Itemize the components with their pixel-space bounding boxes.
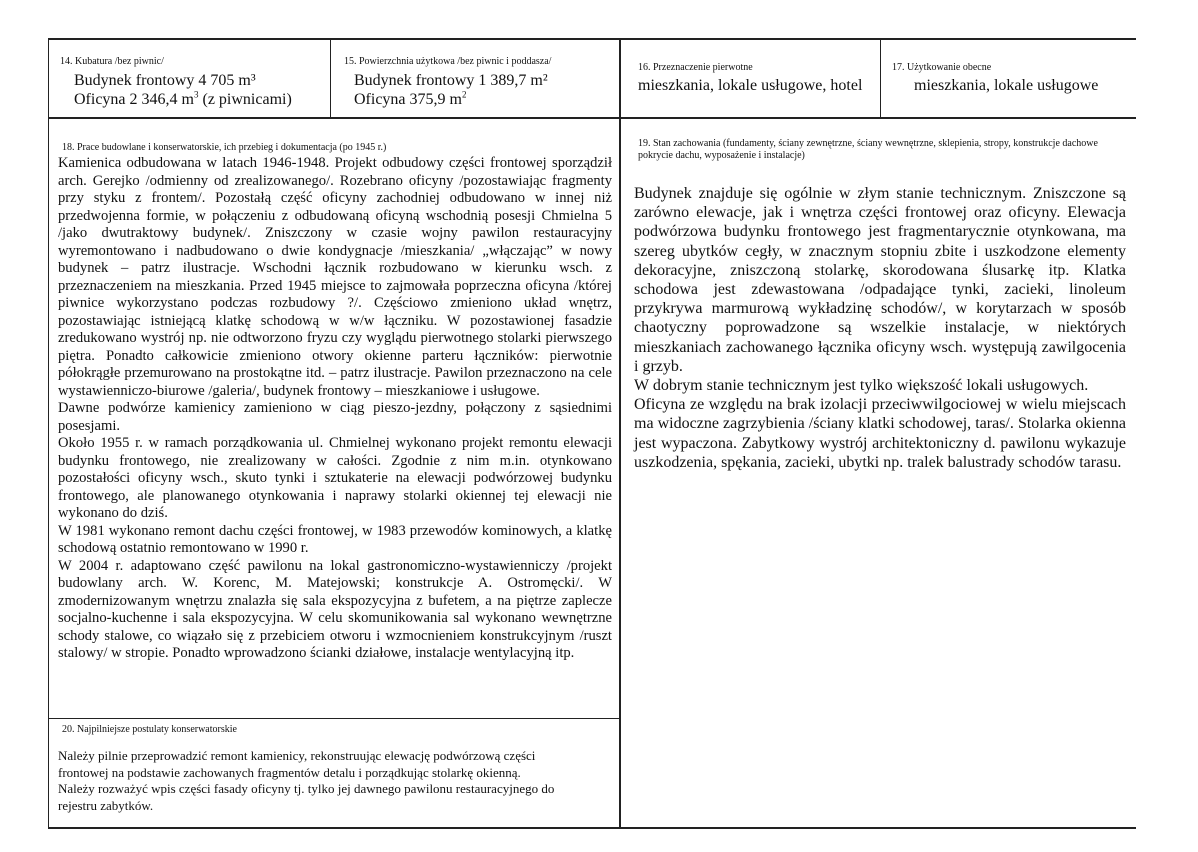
field-14-line2-text: Oficyna 2 346,4 m bbox=[74, 91, 194, 108]
field-14-line2 bbox=[60, 90, 322, 109]
field20-top-line bbox=[48, 718, 620, 719]
frame-bottom-line bbox=[48, 827, 1136, 829]
field-17-value: mieszkania, lokale usługowe bbox=[914, 77, 1099, 94]
field-18-paragraph: W 1981 wykonano remont dachu części frontowej, w 1983 przewodów kominowych, a klatkę schodową ostatnio remontowano w 1990 r. bbox=[58, 522, 612, 556]
field-15-powierzchnia bbox=[344, 56, 616, 109]
field-19-paragraph: Oficyna ze względu na brak izolacji przeciwwilgociowej w wielu miejscach ma widoczne zagrzybienia /ściany klatki schodowej, taras/. Stolarka okienna jest wypaczona. Zabytkowy wystrój architektoniczny d. pawilonu wykazuje uszkodzenia, spękania, zacieki, ubytki np. tralek balustrady schodów tarasu. bbox=[634, 396, 1126, 471]
field-17-uzytkowanie bbox=[892, 62, 1132, 95]
frame-left-line bbox=[48, 38, 49, 828]
field-18-paragraph: Dawne podwórze kamienicy zamieniono w ciąg pieszo-jezdny, połączony z sąsiednimi posesjami. bbox=[58, 400, 612, 434]
field-17-label: 17. Użytkowanie obecne bbox=[892, 62, 992, 73]
field-14-line2-sup: 3 bbox=[193, 89, 199, 100]
field-19-paragraph: W dobrym stanie technicznym jest tylko większość lokali usługowych. bbox=[634, 377, 1089, 395]
field-18-paragraph: Około 1955 r. w ramach porządkowania ul. Chmielnej wykonano projekt remontu elewacji budynku frontowego, nie zrealizowany w całości. Zgodnie z nim m.in. otynkowano pozostałości oficyny wsch., skuto tynki i sztukaterie na elewacji podwórzowej budynku frontowego, ale planowanego otynkowania i naprawy stolarki okiennej tej elewacji nie wykonano do dziś. bbox=[58, 435, 612, 521]
field-14-kubatura bbox=[60, 56, 322, 109]
field-14-line1: Budynek frontowy 4 705 m³ bbox=[74, 72, 256, 89]
field-18-paragraph: W 2004 r. adaptowano część pawilonu na lokal gastronomiczno-wystawienniczy /projekt budowlany arch. W. Korenc, M. Matejowski; konstrukcje A. Ostromęcki/. W zmodernizowanym wnętrzu znalazła się sala ekspozycyjna z bufetem, a na piętrze zaplecze socjalno-kuchenne i sala ekspozycyjna. W celu skomunikowania sal wykonano wewnętrzne schody stalowe, co wiązało się z przebiciem otworu i wzmocnieniem konstrukcyjnym /ruszt stalowy/ w stropie. Ponadto wprowadzono ścianki działowe, instalacje wentylacyjną itp. bbox=[58, 557, 612, 661]
field-15-label: 15. Powierzchnia użytkowa /bez piwnic i poddasza/ bbox=[344, 56, 552, 67]
field-15-line1: Budynek frontowy 1 389,7 m² bbox=[354, 72, 548, 89]
field-14-line2-suffix: (z piwnicami) bbox=[198, 91, 292, 108]
field-16-przeznaczenie bbox=[638, 62, 876, 95]
field-20-body bbox=[58, 748, 578, 814]
field-18-label: 18. Prace budowlane i konserwatorskie, ich przebieg i dokumentacja (po 1945 r.) bbox=[62, 142, 387, 153]
field-20-postulaty bbox=[58, 724, 578, 814]
field-15-line2-sup: 2 bbox=[461, 89, 467, 100]
frame-top-line bbox=[48, 38, 1136, 40]
field-20-paragraph: Należy rozważyć wpis części fasady oficyny tj. tylko jej dawnego pawilonu restauracyjnego do rejestru zabytków. bbox=[58, 781, 555, 813]
field-16-label: 16. Przeznaczenie pierwotne bbox=[638, 62, 753, 73]
center-divider bbox=[619, 38, 621, 828]
field-20-paragraph: Należy pilnie przeprowadzić remont kamienicy, rekonstruując elewację podwórzową części frontowej na podstawie zachowanych fragmentów detalu i porządkując stolarkę okienną. bbox=[58, 748, 536, 780]
row1-bottom-line bbox=[48, 117, 1136, 119]
field-14-label: 14. Kubatura /bez piwnic/ bbox=[60, 56, 164, 67]
field-19-body bbox=[634, 184, 1126, 472]
field-16-value: mieszkania, lokale usługowe, hotel bbox=[638, 77, 863, 94]
field-19-label: 19. Stan zachowania (fundamenty, ściany zewnętrzne, ściany wewnętrzne, sklepienia, stropy, konstrukcje dachowe pokrycie dachu, wyposażenie i instalacje) bbox=[638, 138, 1098, 161]
divider-14-15 bbox=[330, 38, 331, 118]
field-19-stan bbox=[634, 138, 1126, 472]
field-15-line2-text: Oficyna 375,9 m bbox=[354, 91, 462, 108]
field-19-paragraph: Budynek znajduje się ogólnie w złym stanie technicznym. Zniszczone są zarówno elewacje, jak i wnętrza części frontowej oraz oficyny. Elewacja podwórzowa budynku frontowego jest fragmentarycznie otynkowana, ma szereg ubytków cegły, w znacznym stopniu zbite i uszkodzone elementy dekoracyjne, zniszczoną stolarkę, skorodowana ślusarkę itp. Klatka schodowa jest zdewastowana /odpadające tynki, zacieki, linoleum przykrywa marmurową wykładzinę schodów/, w korytarzach w sposób chaotyczny poprowadzone są wszelkie instalacje, w niektórych mieszkaniach zachowanego łącznika oficyny wsch. występują zawilgocenia i grzyb. bbox=[634, 185, 1126, 375]
field-18-prace bbox=[58, 142, 612, 663]
field-15-line2 bbox=[344, 90, 616, 109]
divider-16-17 bbox=[880, 38, 881, 118]
field-18-paragraph: Kamienica odbudowana w latach 1946-1948. Projekt odbudowy części frontowej sporządził arch. Gerejko /odmienny od zrealizowanego/. Rozebrano oficyny /pozostawiając fragmenty przy styku z frontem/. Pozostałą część oficyny zachodniej odbudowano w innej niż przedwojenna formie, w połączeniu z odbudowaną oficyną wschodnią posesji Chmielna 5 /jako dwutraktowy budynek/. Zniszczony w czasie wojny pawilon restauracyjny wyremontowano i nadbudowano o dwie kondygnacje /mieszkania/ „włączając” w nowy budynek – patrz ilustracje. Wschodni łącznik rozbudowano w kierunku wsch. z przeznaczeniem na mieszkania. Przed 1945 miejsce to zajmowała poprzeczna oficyna /której piwnice wykorzystano podczas rozbudowy ?/. Częściowo zmieniono układ wnętrz, pozostawiając istniejącą klatkę schodową w w/w łączniku. W pozostawionej fasadzie zredukowano wystrój np. nie odtworzono fryzu czy wyglądu pierwotnego stolarki pierwszego piętra. Ponadto całkowicie zmieniono otwory okienne parteru łączników: pierwotnie półokrągłe przemurowano na prostokątne itd. – patrz ilustracje. Pawilon przeznaczono na cele wystawienniczo-biurowe /galeria/, budynek frontowy – mieszkaniowe i usługowe. bbox=[58, 155, 612, 399]
field-20-label: 20. Najpilniejsze postulaty konserwatorskie bbox=[62, 724, 237, 735]
field-18-body bbox=[58, 155, 612, 663]
